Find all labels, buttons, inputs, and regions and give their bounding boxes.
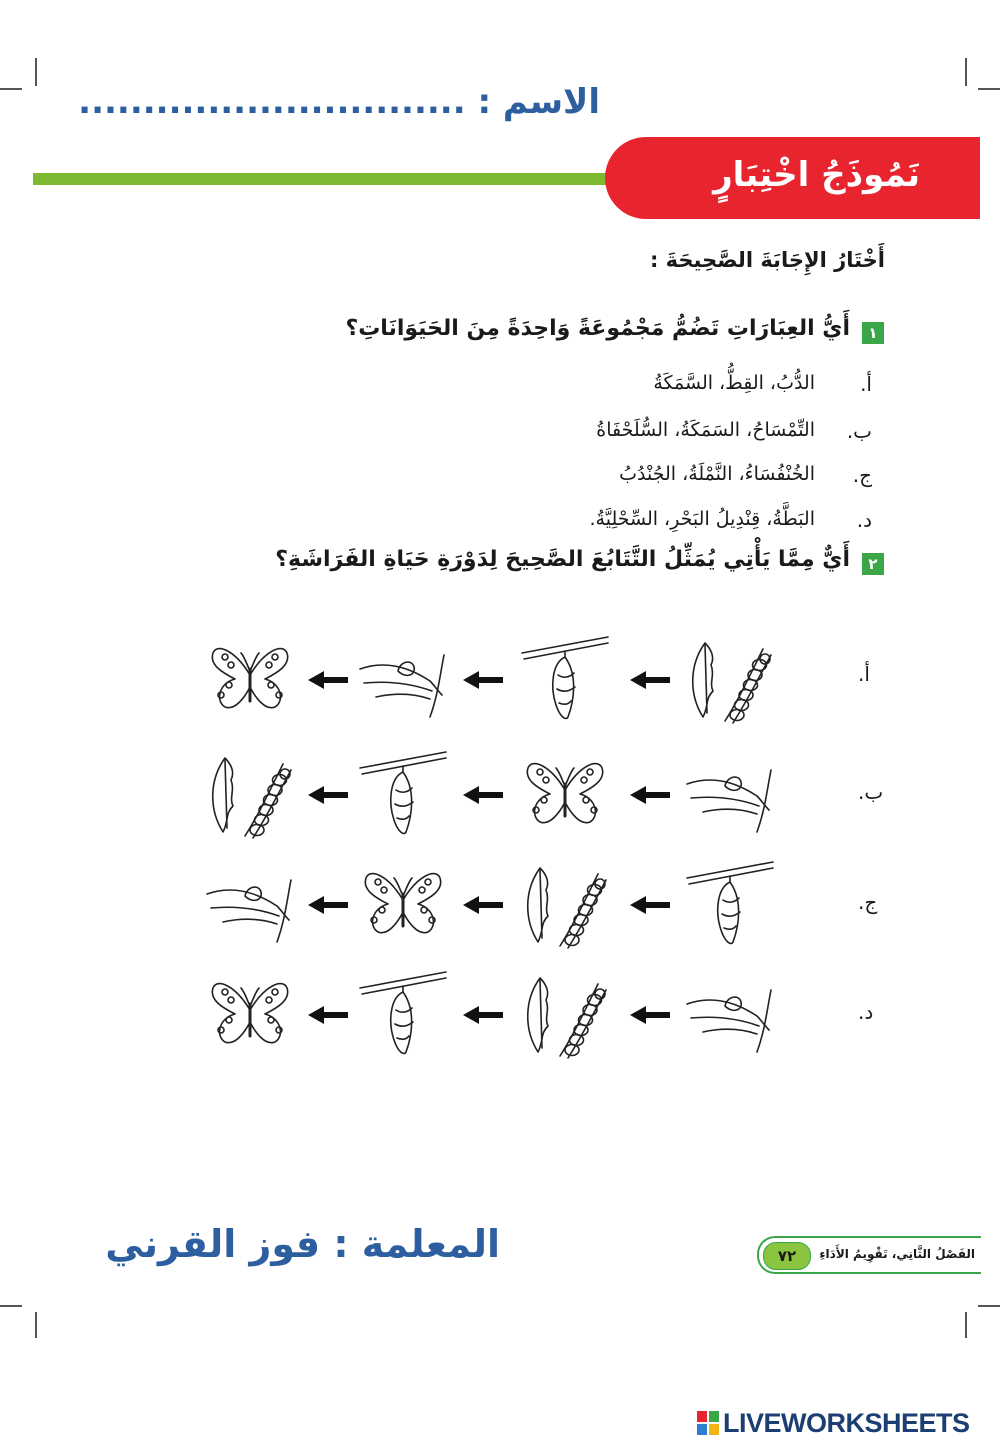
stage-egg-icon bbox=[687, 770, 771, 832]
q1-option-b-text: التِّمْسَاحُ، السَمَكَةُ، السُّلَحْفَاةُ bbox=[596, 419, 815, 441]
name-dots: .............................. bbox=[78, 82, 466, 122]
student-name-line bbox=[80, 82, 600, 132]
q2-row-d-sequence bbox=[190, 960, 830, 1070]
arrow-left-icon bbox=[630, 671, 670, 689]
header-green-bar bbox=[33, 173, 613, 185]
arrow-left-icon bbox=[630, 786, 670, 804]
page-title: نَمُوذَجُ اخْتِبَارٍ bbox=[713, 155, 920, 195]
q2-row-b-sequence bbox=[190, 740, 830, 850]
arrow-left-icon bbox=[463, 896, 503, 914]
q2-row-c-sequence bbox=[190, 850, 830, 960]
q1-option-c-letter: ج. bbox=[852, 463, 872, 487]
q2-row-b-letter: ب. bbox=[858, 780, 884, 804]
instruction: أَخْتَارُ الإِجَابَةَ الصَّحِيحَةَ : bbox=[649, 248, 885, 272]
crop-mark bbox=[0, 88, 22, 90]
stage-pupa-icon bbox=[360, 752, 446, 834]
q1-option-c-text: الخُنْفُسَاءُ، النَّمْلَةُ، الجُنْدُبُ bbox=[619, 463, 815, 485]
crop-mark bbox=[0, 1305, 22, 1307]
arrow-left-icon bbox=[308, 671, 348, 689]
crop-mark bbox=[965, 1312, 967, 1338]
stage-butterfly-icon bbox=[212, 984, 287, 1043]
arrow-left-icon bbox=[463, 671, 503, 689]
crop-mark bbox=[978, 1305, 1000, 1307]
crop-mark bbox=[35, 1312, 37, 1338]
footer-pill bbox=[757, 1236, 981, 1274]
arrow-left-icon bbox=[308, 896, 348, 914]
crop-mark bbox=[965, 58, 967, 86]
stage-egg-icon bbox=[687, 990, 771, 1052]
teacher-name: المعلمة : فوز القرني bbox=[105, 1222, 500, 1266]
stage-caterpillar-icon bbox=[528, 978, 606, 1058]
question-2-number: ٢ bbox=[862, 553, 884, 575]
stage-pupa-icon bbox=[522, 637, 608, 719]
stage-pupa-icon bbox=[687, 862, 773, 944]
q2-row-a-letter: أ. bbox=[858, 662, 870, 686]
question-1-number: ١ bbox=[862, 322, 884, 344]
arrow-left-icon bbox=[308, 786, 348, 804]
question-1-text: أَيُّ العِبَارَاتِ تَضُمُّ مَجْمُوعَةً وَاحِدَةً مِنَ الحَيَوَانَاتِ؟ bbox=[345, 316, 850, 341]
arrow-left-icon bbox=[308, 1006, 348, 1024]
watermark-logo bbox=[697, 1408, 997, 1438]
name-label: الاسم : bbox=[477, 82, 600, 122]
arrow-left-icon bbox=[463, 1006, 503, 1024]
stage-caterpillar-icon bbox=[213, 758, 291, 838]
q1-option-d-text: البَطَّةُ، قِنْدِيلُ البَحْرِ، السِّحْلِيَّةُ. bbox=[589, 508, 815, 530]
q1-option-d-letter: د. bbox=[856, 508, 872, 532]
footer-page-badge bbox=[763, 1242, 811, 1270]
arrow-left-icon bbox=[630, 896, 670, 914]
arrow-left-icon bbox=[463, 786, 503, 804]
stage-butterfly-icon bbox=[527, 764, 602, 823]
question-2-text: أَيٌّ مِمَّا يَأْتِي يُمَثِّلُ التَّتَابُعَ الصَّحِيحَ لِدَوْرَةِ حَيَاةِ الفَرَاشَةِ؟ bbox=[275, 547, 850, 572]
q2-row-c-letter: ج. bbox=[858, 890, 878, 914]
arrow-left-icon bbox=[630, 1006, 670, 1024]
q1-option-a-text: الدُّبُ، القِطُّ، السَّمَكَةُ bbox=[653, 372, 815, 394]
q2-row-a-sequence bbox=[190, 625, 830, 735]
watermark-logo-icon bbox=[697, 1411, 719, 1435]
crop-mark bbox=[978, 88, 1000, 90]
stage-caterpillar-icon bbox=[693, 643, 771, 723]
crop-mark bbox=[35, 58, 37, 86]
stage-butterfly-icon bbox=[365, 874, 440, 933]
watermark-text: LIVEWORKSHEETS bbox=[723, 1408, 970, 1438]
stage-egg-icon bbox=[360, 655, 444, 717]
q1-option-a-letter: أ. bbox=[860, 372, 872, 396]
q1-option-b-letter: ب. bbox=[846, 419, 872, 443]
footer-page-number: ٧٢ bbox=[777, 1247, 797, 1265]
stage-butterfly-icon bbox=[212, 649, 287, 708]
footer-chapter: الفَصْلُ الثَّانِي، تَقْوِيمُ الأَدَاءِ bbox=[819, 1247, 975, 1261]
stage-pupa-icon bbox=[360, 972, 446, 1054]
stage-egg-icon bbox=[207, 880, 291, 942]
stage-caterpillar-icon bbox=[528, 868, 606, 948]
title-tab bbox=[605, 137, 980, 219]
q2-row-d-letter: د. bbox=[858, 1000, 874, 1024]
